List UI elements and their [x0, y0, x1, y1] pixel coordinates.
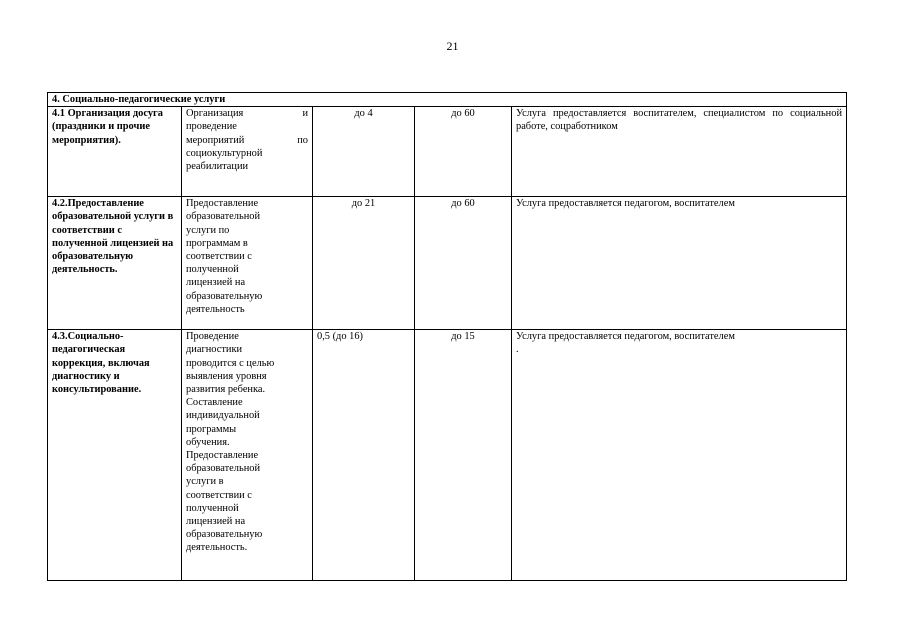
desc-word: по: [297, 134, 308, 146]
desc-line: соответствии с: [186, 489, 252, 501]
desc-line: образовательной: [186, 211, 261, 223]
desc-line: диагностики: [186, 344, 243, 356]
service-note: Услуга предоставляется педагогом, воспитателем: [516, 331, 735, 343]
desc-line: полученной: [186, 502, 239, 514]
service-note: Услуга предоставляется педагогом, воспитателем: [512, 197, 847, 330]
desc-line: развития ребенка.: [186, 384, 266, 396]
table-row: [48, 330, 847, 581]
desc-line: образовательную: [186, 529, 263, 541]
desc-word: Организация: [186, 108, 244, 120]
service-name: 4.2.Предоставление образовательной услуги в соответствии с полученной лицензией на образовательную деятельность.: [48, 197, 182, 330]
desc-line: полученной: [186, 264, 239, 276]
service-note-extra: .: [516, 344, 519, 356]
desc-line: программы: [186, 423, 237, 435]
page-number: 21: [446, 39, 459, 53]
table-row: [48, 197, 847, 330]
desc-line: услуги по: [186, 224, 230, 236]
section-header-row: [48, 93, 847, 107]
service-description: [182, 197, 313, 330]
desc-word: мероприятий: [186, 134, 245, 146]
service-note: Услуга предоставляется воспитателем, специалистом по социальной работе, соцработником: [512, 107, 847, 197]
max-value: до 15: [415, 330, 512, 581]
desc-line: лицензией на: [186, 277, 246, 289]
desc-line: индивидуальной: [186, 410, 260, 422]
service-name: 4.1 Организация досуга (праздники и прочие мероприятия).: [48, 107, 182, 197]
desc-line: обучения.: [186, 436, 230, 448]
desc-line: лицензией на: [186, 516, 246, 528]
max-value: до 60: [415, 107, 512, 197]
desc-line: социокультурной: [186, 147, 263, 159]
desc-line: образовательной: [186, 463, 261, 475]
desc-line: услуги в: [186, 476, 224, 488]
desc-line: программам в: [186, 237, 248, 249]
desc-line: соответствии с: [186, 251, 252, 263]
desc-line: Проведение: [186, 331, 239, 343]
service-description: [182, 330, 313, 581]
max-value: до 60: [415, 197, 512, 330]
service-description: [182, 107, 313, 197]
desc-line: проводится с целью: [186, 357, 275, 369]
table-row: [48, 107, 847, 197]
service-name: 4.3.Социально-педагогическая коррекция, включая диагностику и консультирование.: [48, 330, 182, 581]
section-title: 4. Социально-педагогические услуги: [48, 93, 847, 107]
desc-line: выявления уровня: [186, 370, 267, 382]
desc-line: Предоставление: [186, 198, 259, 210]
desc-line: образовательную: [186, 290, 263, 302]
min-value: до 4: [313, 107, 415, 197]
min-value: до 21: [313, 197, 415, 330]
desc-line: деятельность.: [186, 542, 248, 554]
desc-line: Составление: [186, 397, 243, 409]
desc-line: проведение: [186, 121, 237, 133]
desc-line: деятельность: [186, 303, 245, 315]
service-note-cell: [512, 330, 847, 581]
desc-line: Предоставление: [186, 450, 259, 462]
min-value: 0,5 (до 16): [313, 330, 415, 581]
services-table: [47, 92, 847, 581]
desc-word: и: [302, 108, 308, 120]
desc-line: реабилитации: [186, 161, 249, 173]
